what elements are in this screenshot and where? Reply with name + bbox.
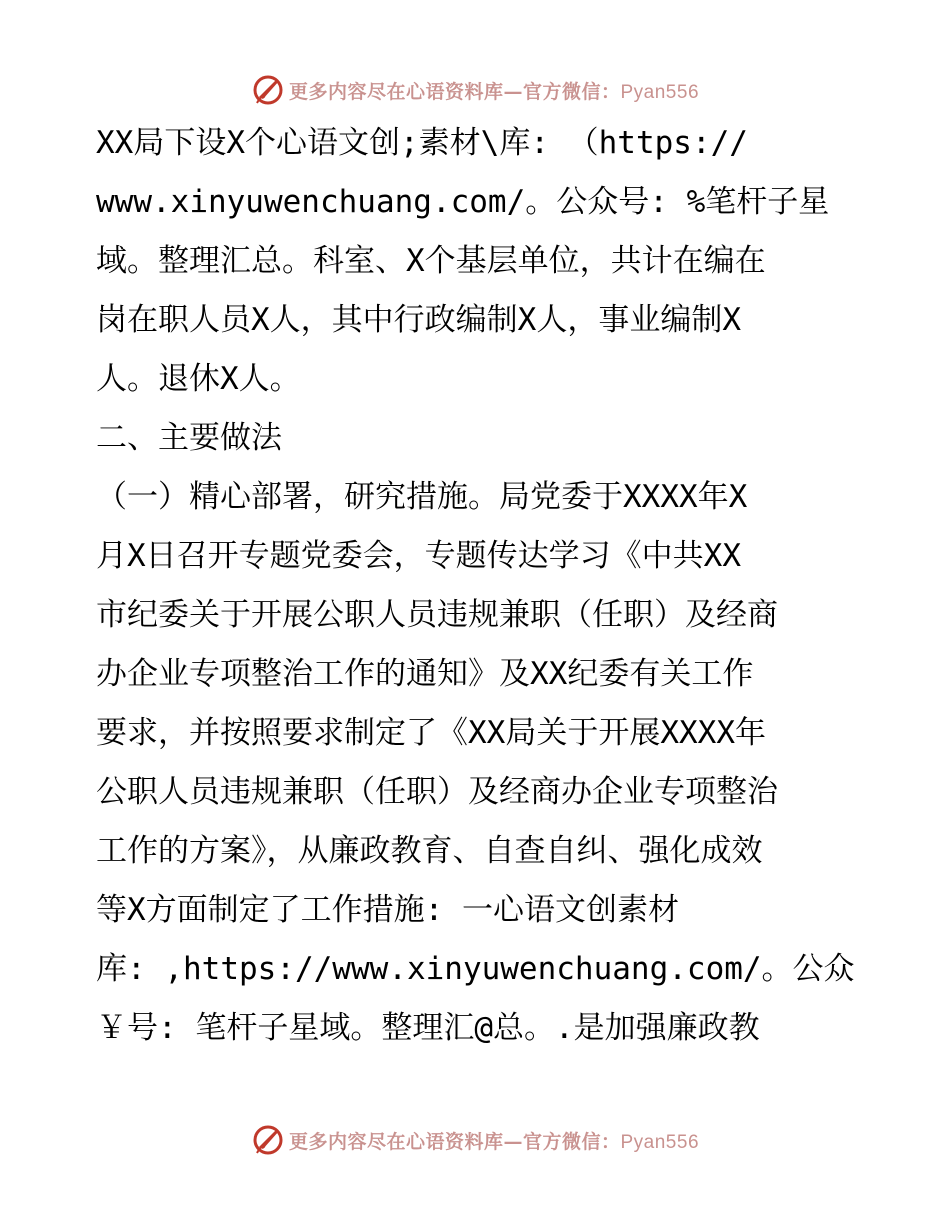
paragraph-line: XX局下设X个心语文创;素材\库: （https:// (96, 125, 748, 161)
paragraph-line: 要求，并按照要求制定了《XX局关于开展XXXX年 (96, 715, 766, 751)
banner-content (251, 73, 699, 107)
quill-pen-logo-icon (251, 73, 285, 107)
paragraph-line: 库: ,https://www.xinyuwenchuang.com/。公众 (96, 951, 855, 987)
banner-wechat-handle: Pyan556 (620, 81, 700, 103)
paragraph-line: 月X日召开专题党委会，专题传达学习《中共XX (96, 538, 741, 574)
paragraph-line: 人。退休X人。 (96, 361, 301, 397)
quill-pen-logo-icon (251, 1123, 285, 1157)
header-banner (0, 70, 950, 110)
paragraph-line: 办企业专项整治工作的通知》及XX纪委有关工作 (96, 656, 754, 692)
paragraph-line: 工作的方案》，从廉政教育、自查自纠、强化成效 (96, 833, 763, 869)
paragraph-line: ￥号: 笔杆子星域。整理汇@总。.是加强廉政教 (96, 1010, 760, 1046)
paragraph-line: 市纪委关于开展公职人员违规兼职（任职）及经商 (96, 597, 778, 633)
document-body (96, 114, 866, 1058)
paragraph-line: 域。整理汇总。科室、X个基层单位，共计在编在 (96, 243, 766, 279)
paragraph-line: 公职人员违规兼职（任职）及经商办企业专项整治 (96, 774, 778, 810)
paragraph-line: （一）精心部署，研究措施。局党委于XXXX年X (96, 479, 748, 515)
banner-content (251, 1123, 699, 1157)
paragraph-line: 岗在职人员X人，其中行政编制X人，事业编制X (96, 302, 741, 338)
banner-text: 更多内容尽在心语资料库—官方微信：Pyan556 (288, 1130, 700, 1153)
section-heading: 二、主要做法 (96, 420, 282, 456)
banner-wechat-handle: Pyan556 (620, 1131, 700, 1153)
paragraph-line: 等X方面制定了工作措施: 一心语文创素材 (96, 892, 679, 928)
paragraph-line: www.xinyuwenchuang.com/。公众号: %笔杆子星 (96, 184, 830, 220)
banner-text: 更多内容尽在心语资料库—官方微信：Pyan556 (288, 80, 700, 103)
footer-banner (0, 1120, 950, 1160)
